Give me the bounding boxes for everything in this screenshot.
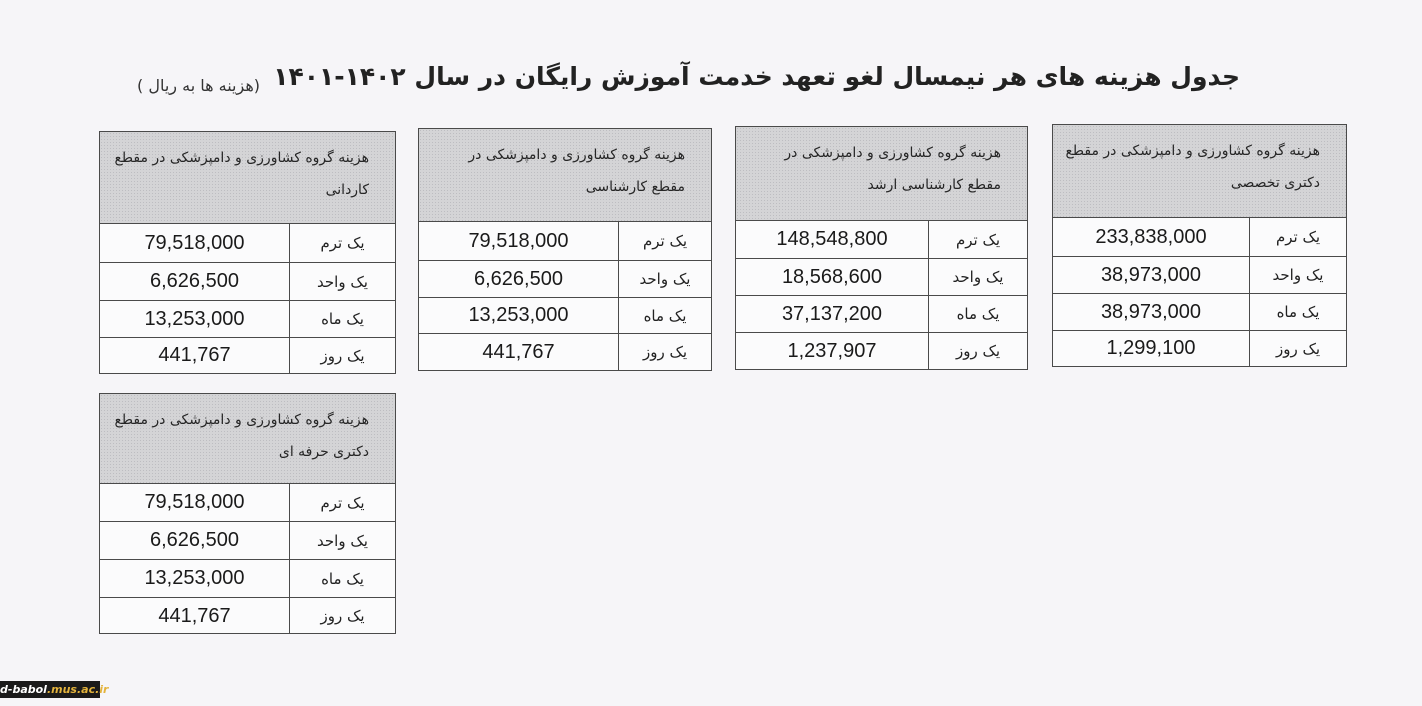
cost-value: 1,299,100: [1106, 337, 1196, 359]
period-label: یک واحد: [289, 522, 395, 559]
cost-value: 79,518,000: [144, 491, 245, 513]
table-row: [1053, 256, 1346, 293]
cost-value: 79,518,000: [468, 229, 569, 252]
table-heading: هزینه گروه کشاورزی و دامپزشکی در مقطع دکتری حرفه ای: [100, 394, 395, 484]
period-label: یک ترم: [618, 222, 711, 260]
cost-table-associate: [99, 131, 396, 374]
table-row: [1053, 330, 1346, 366]
cost-value: 6,626,500: [474, 267, 563, 290]
cost-value: 13,253,000: [468, 304, 569, 326]
cost-value: 18,568,600: [781, 265, 883, 288]
watermark-prefix: d-babol: [0, 683, 47, 696]
period-label: یک ترم: [289, 224, 395, 262]
table-row: [100, 224, 395, 262]
period-label: یک روز: [289, 598, 395, 634]
cost-value: 233,838,000: [1095, 225, 1207, 248]
table-row: [419, 260, 711, 297]
table-row: [100, 521, 395, 559]
table-row: [736, 295, 1027, 332]
period-label: یک ماه: [289, 560, 395, 597]
table-row: [419, 333, 711, 370]
cost-value: 441,767: [158, 344, 231, 366]
period-label: یک ترم: [289, 484, 395, 521]
cost-value: 13,253,000: [144, 307, 245, 330]
table-row: [100, 300, 395, 337]
period-label: یک واحد: [928, 259, 1027, 295]
table-row: [736, 258, 1027, 295]
cost-table-masters: [735, 126, 1028, 370]
period-label: یک ماه: [928, 296, 1027, 332]
table-row: [100, 337, 395, 373]
period-label: یک روز: [618, 334, 711, 370]
watermark-domain: .mus.ac.ir: [46, 683, 109, 696]
cost-value: 441,767: [158, 604, 231, 627]
table-heading: هزینه گروه کشاورزی و دامپزشکی در مقطع دکتری تخصصی: [1053, 125, 1346, 218]
period-label: یک روز: [1249, 331, 1346, 366]
cost-value: 441,767: [482, 340, 555, 363]
table-row: [419, 222, 711, 260]
table-heading: هزینه گروه کشاورزی و دامپزشکی در مقطع کاردانی: [100, 132, 395, 224]
cost-table-professional-doctorate: [99, 393, 396, 634]
table-row: [419, 297, 711, 333]
period-label: یک ماه: [1249, 294, 1346, 330]
period-label: یک ترم: [1249, 218, 1346, 256]
cost-value: 37,137,200: [781, 302, 883, 325]
period-label: یک واحد: [289, 263, 395, 300]
currency-unit-note: (هزینه ها به ریال ): [137, 76, 260, 95]
table-row: [100, 484, 395, 521]
table-row: [100, 597, 395, 634]
cost-value: 79,518,000: [144, 231, 245, 254]
period-label: یک روز: [289, 338, 395, 373]
period-label: یک ماه: [618, 298, 711, 333]
cost-table-bachelors: [418, 128, 712, 371]
cost-table-phd-specialized: [1052, 124, 1347, 367]
period-label: یک ترم: [928, 221, 1027, 258]
table-row: [100, 559, 395, 597]
period-label: یک ماه: [289, 301, 395, 337]
cost-value: 6,626,500: [150, 270, 239, 292]
table-heading: هزینه گروه کشاورزی و دامپزشکی در مقطع کارشناسی: [419, 129, 711, 222]
table-row: [736, 332, 1027, 369]
site-watermark: [0, 681, 109, 698]
page-title: جدول هزینه های هر نیمسال لغو تعهد خدمت آموزش رایگان در سال ۱۴۰۲-۱۴۰۱: [273, 62, 1240, 91]
period-label: یک واحد: [618, 261, 711, 297]
table-row: [1053, 293, 1346, 330]
cost-value: 13,253,000: [144, 567, 245, 589]
table-row: [1053, 218, 1346, 256]
table-heading: هزینه گروه کشاورزی و دامپزشکی در مقطع کارشناسی ارشد: [736, 127, 1027, 221]
table-row: [100, 262, 395, 300]
cost-value: 1,237,907: [787, 339, 877, 362]
period-label: یک روز: [928, 333, 1027, 369]
table-row: [736, 221, 1027, 258]
period-label: یک واحد: [1249, 257, 1346, 293]
cost-value: 6,626,500: [150, 529, 239, 551]
cost-value: 148,548,800: [776, 228, 888, 250]
cost-value: 38,973,000: [1100, 300, 1202, 323]
cost-value: 38,973,000: [1100, 263, 1202, 286]
